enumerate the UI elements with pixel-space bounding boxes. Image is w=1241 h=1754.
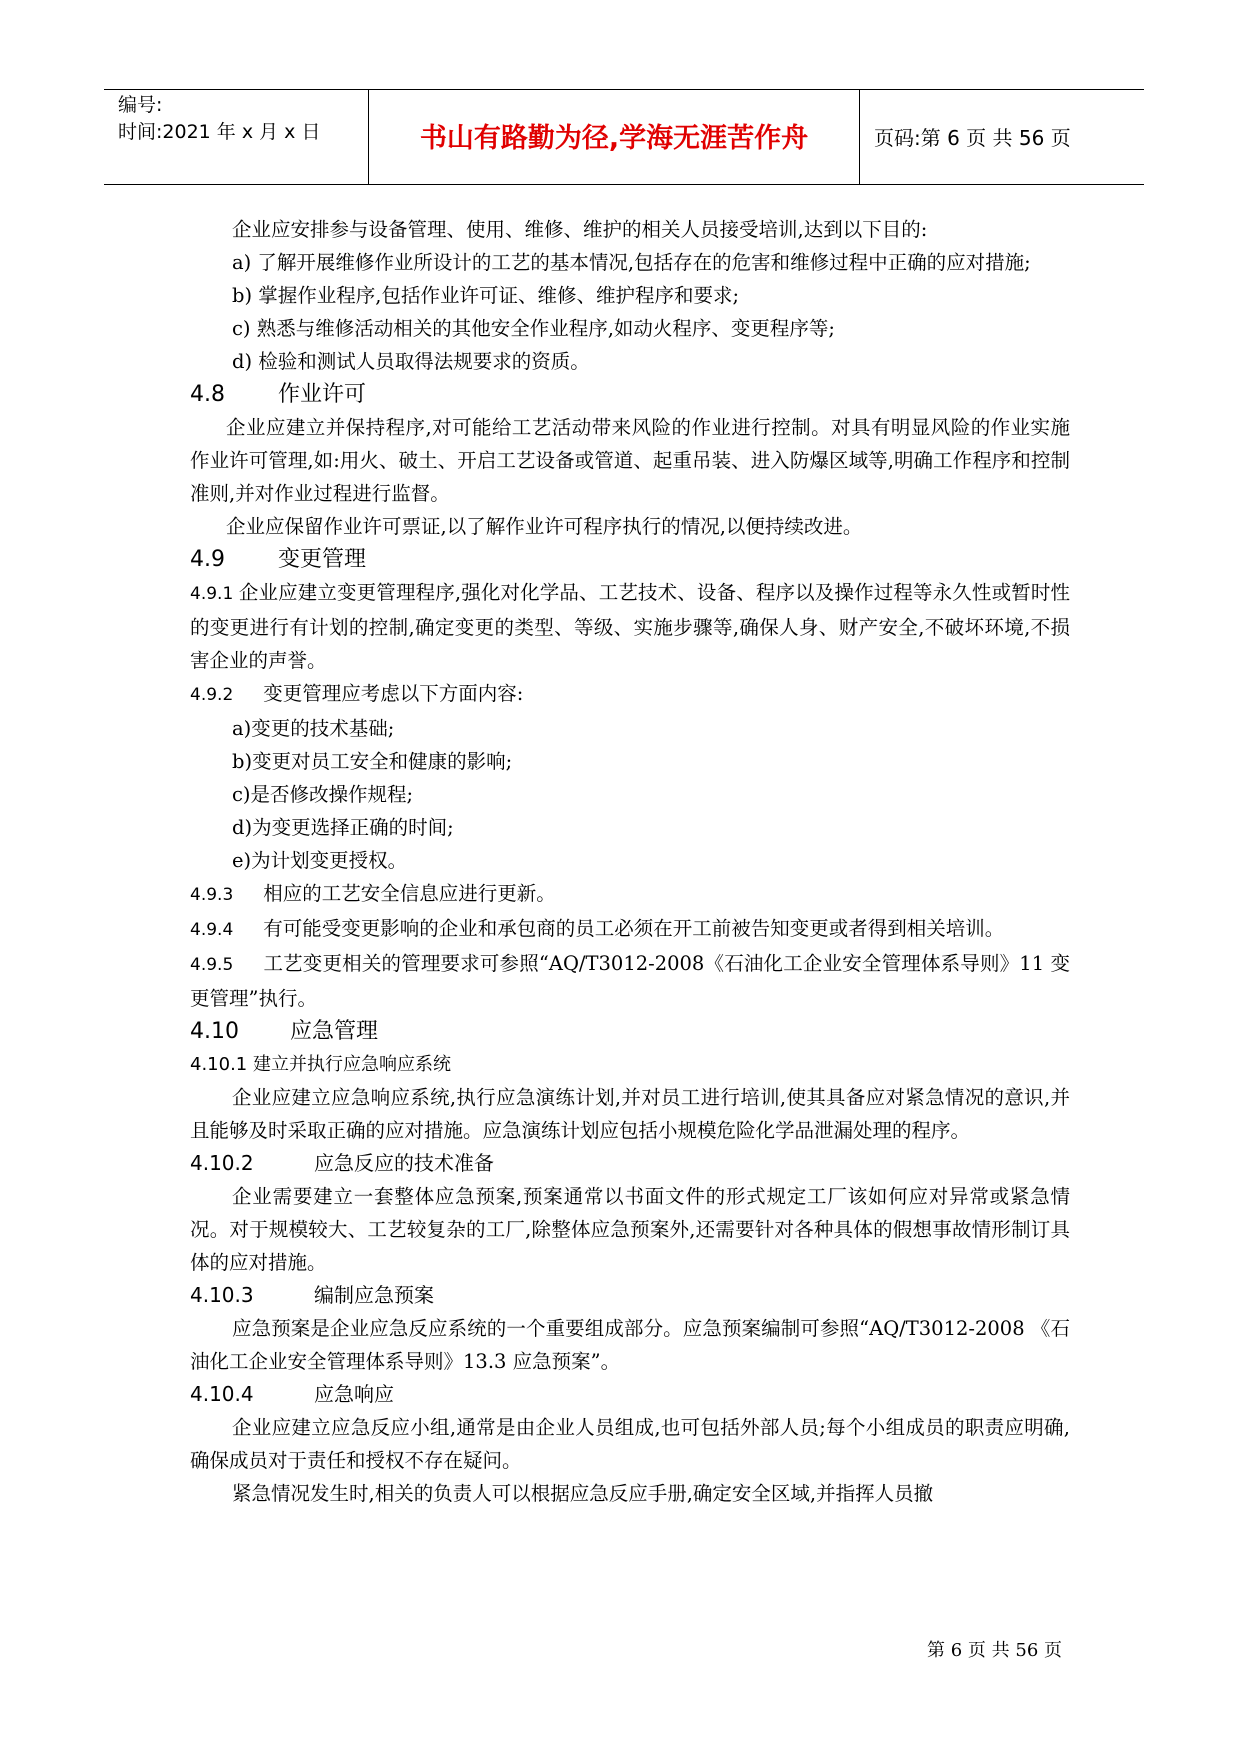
list-item: c) 熟悉与维修活动相关的其他安全作业程序,如动火程序、变更程序等; (232, 317, 835, 340)
paragraph: 企业应建立并保持程序,对可能给工艺活动带来风险的作业进行控制。对具有明显风险的作业实施作业许可管理,如:用火、破土、开启工艺设备或管道、起重吊装、进入防爆区域等,明确工作程序和控制准则,并对作业过程进行监督。 (190, 416, 1070, 505)
paragraph: 企业应建立应急反应小组,通常是由企业人员组成,也可包括外部人员;每个小组成员的职责应明确,确保成员对于责任和授权不存在疑问。 (190, 1416, 1070, 1472)
subsection-heading-4-10-2 (190, 1147, 1070, 1180)
clause-text: 有可能受变更影响的企业和承包商的员工必须在开工前被告知变更或者得到相关培训。 (263, 917, 1005, 940)
clause-4-9-4 (190, 912, 1070, 947)
clause-number: 4.9.5 (190, 955, 234, 975)
time-label: 时间:2021 年 x 月 x 日 (118, 121, 321, 143)
section-title: 作业许可 (278, 382, 367, 407)
section-title: 编制应急预案 (314, 1283, 434, 1307)
list-item: d) 检验和测试人员取得法规要求的资质。 (232, 350, 590, 373)
section-number: 4.10 (190, 1019, 239, 1044)
section-title: 应急反应的技术准备 (314, 1151, 494, 1175)
section-number: 4.10.3 (190, 1283, 254, 1307)
paragraph: 应急预案是企业应急反应系统的一个重要组成部分。应急预案编制可参照“AQ/T3012-2008 《石油化工企业安全管理体系导则》13.3 应急预案”。 (190, 1317, 1070, 1373)
clause-text: 工艺变更相关的管理要求可参照“AQ/T3012-2008《石油化工企业安全管理体系导则》11 变更管理”执行。 (190, 952, 1070, 1010)
section-heading-4-10 (190, 1015, 1070, 1048)
list-item: e)为计划变更授权。 (232, 849, 408, 872)
paragraph: 企业应安排参与设备管理、使用、维修、维护的相关人员接受培训,达到以下目的: (232, 218, 928, 241)
paragraph: 企业应建立应急响应系统,执行应急演练计划,并对员工进行培训,使其具备应对紧急情况的意识,并且能够及时采取正确的应对措施。应急演练计划应包括小规模危险化学品泄漏处理的程序。 (190, 1086, 1070, 1142)
clause-4-9-2 (190, 677, 1070, 712)
header-motto: 书山有路勤为径,学海无涯苦作舟 (419, 123, 809, 154)
header-divider-right (859, 90, 860, 184)
clause-number: 4.9.1 (190, 584, 234, 604)
subsection-heading-4-10-1: 4.10.1 建立并执行应急响应系统 (190, 1054, 451, 1075)
number-label: 编号: (118, 94, 163, 116)
list-item: a) 了解开展维修作业所设计的工艺的基本情况,包括存在的危害和维修过程中正确的应对措施; (232, 251, 1031, 274)
list-item: b)变更对员工安全和健康的影响; (232, 750, 513, 773)
section-number: 4.10.2 (190, 1151, 254, 1175)
clause-number: 4.9.3 (190, 885, 234, 905)
document-header (104, 89, 1144, 185)
paragraph: 企业需要建立一套整体应急预案,预案通常以书面文件的形式规定工厂该如何应对异常或紧急情况。对于规模较大、工艺较复杂的工厂,除整体应急预案外,还需要针对各种具体的假想事故情形制订具体的应对措施。 (190, 1185, 1070, 1274)
clause-4-9-1 (190, 576, 1070, 677)
document-body (190, 213, 1070, 1510)
section-title: 应急管理 (290, 1019, 379, 1044)
header-page-number: 页码:第 6 页 共 56 页 (874, 126, 1071, 150)
clause-text: 企业应建立变更管理程序,强化对化学品、工艺技术、设备、程序以及操作过程等永久性或暂时性的变更进行有计划的控制,确定变更的类型、等级、实施步骤等,确保人身、财产安全,不破坏环境,不损害企业的声誉。 (190, 581, 1070, 672)
header-divider-left (368, 90, 369, 184)
page-footer: 第 6 页 共 56 页 (927, 1640, 1062, 1661)
section-heading-4-9 (190, 543, 1070, 576)
clause-text: 相应的工艺安全信息应进行更新。 (263, 882, 556, 905)
list-item: d)为变更选择正确的时间; (232, 816, 454, 839)
paragraph: 企业应保留作业许可票证,以了解作业许可程序执行的情况,以便持续改进。 (226, 515, 863, 538)
section-number: 4.10.4 (190, 1382, 254, 1406)
paragraph: 紧急情况发生时,相关的负责人可以根据应急反应手册,确定安全区域,并指挥人员撤 (232, 1482, 934, 1505)
section-heading-4-8 (190, 378, 1070, 411)
clause-4-9-3 (190, 877, 1070, 912)
subsection-heading-4-10-4 (190, 1378, 1070, 1411)
list-item: c)是否修改操作规程; (232, 783, 414, 806)
section-number: 4.9 (190, 547, 225, 572)
section-number: 4.8 (190, 382, 225, 407)
clause-text: 变更管理应考虑以下方面内容: (263, 682, 524, 705)
clause-4-9-5 (190, 947, 1070, 1015)
subsection-heading-4-10-3 (190, 1279, 1070, 1312)
clause-number: 4.9.4 (190, 920, 234, 940)
section-title: 应急响应 (314, 1382, 394, 1406)
list-item: a)变更的技术基础; (232, 717, 395, 740)
header-info (118, 92, 358, 146)
clause-number: 4.9.2 (190, 685, 234, 705)
section-title: 变更管理 (278, 547, 367, 572)
list-item: b) 掌握作业程序,包括作业许可证、维修、维护程序和要求; (232, 284, 740, 307)
